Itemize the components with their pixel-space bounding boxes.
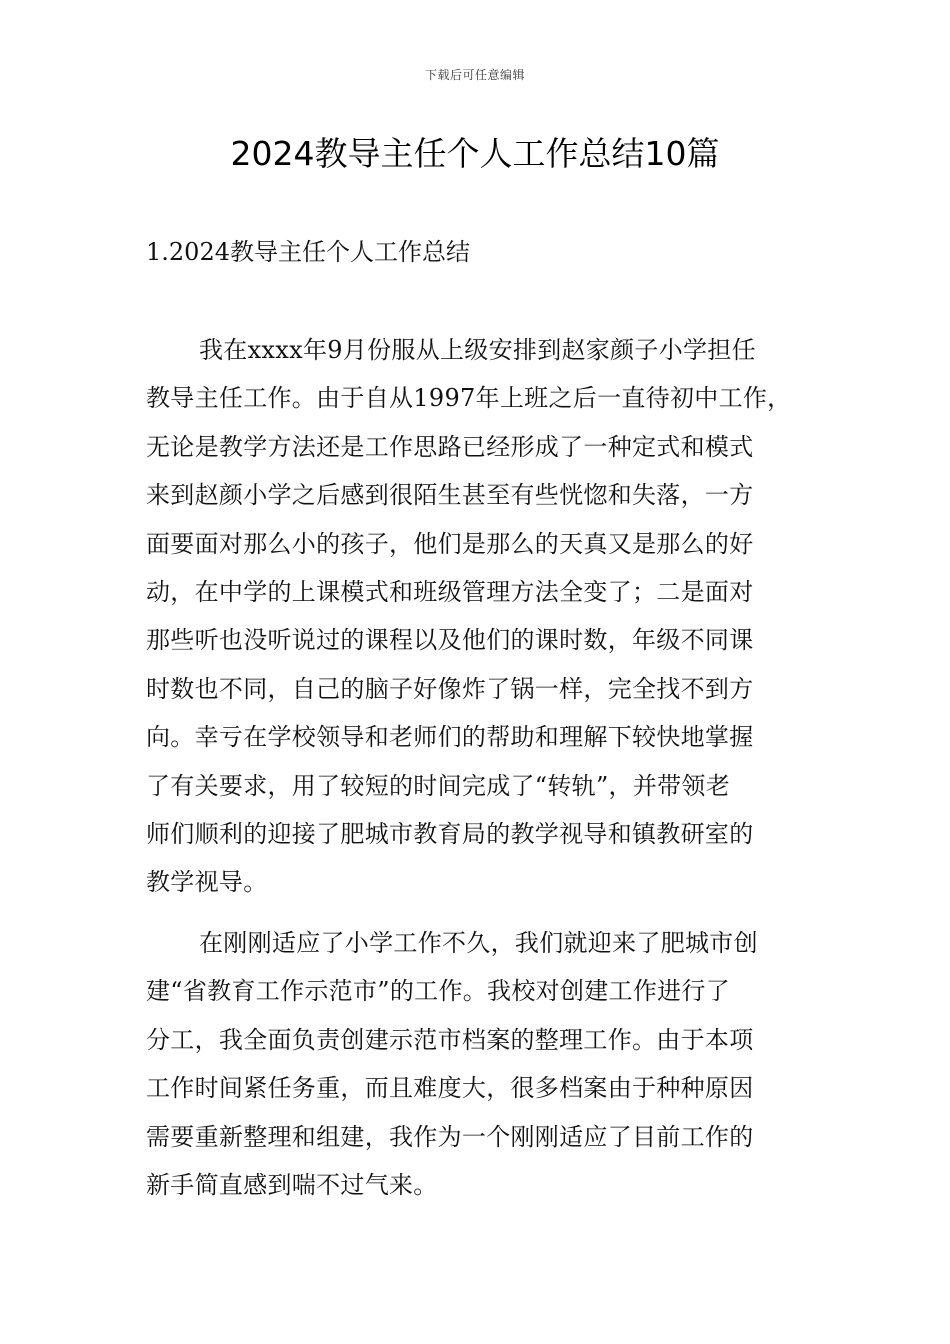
header-note: 下载后可任意编辑	[424, 68, 525, 82]
paragraph-line: 分工，我全面负责创建示范市档案的整理工作。由于本项	[146, 1025, 754, 1054]
paragraph-line: 动，在中学的上课模式和班级管理方法全变了；二是面对	[146, 578, 754, 607]
paragraph-line: 建“省教育工作示范市”的工作。我校对创建工作进行了	[146, 977, 731, 1006]
paragraph-line: 无论是教学方法还是工作思路已经形成了一种定式和模式	[146, 432, 754, 461]
paragraph-line: 在刚刚适应了小学工作不久，我们就迎来了肥城市创	[199, 929, 758, 957]
document-title: 2024教导主任个人工作总结10篇	[230, 134, 720, 173]
paragraph-line: 教导主任工作。由于自从1997年上班之后一直待初中工作，	[146, 384, 792, 413]
paragraph-2	[146, 919, 826, 1209]
paragraph-line: 工作时间紧任务重，而且难度大，很多档案由于种种原因	[146, 1074, 754, 1103]
paragraph-line: 向。幸亏在学校领导和老师们的帮助和理解下较快地掌握	[146, 723, 754, 752]
paragraph-line: 师们顺利的迎接了肥城市教育局的教学视导和镇教研室的	[146, 820, 754, 849]
paragraph-1	[146, 326, 826, 907]
paragraph-line: 了有关要求，用了较短的时间完成了“转轨”，并带领老	[146, 771, 731, 800]
paragraph-line: 我在xxxx年9月份服从上级安排到赵家颜子小学担任	[199, 336, 756, 364]
section-heading: 1.2024教导主任个人工作总结	[146, 238, 470, 266]
paragraph-line: 时数也不同，自己的脑子好像炸了锅一样，完全找不到方	[146, 674, 754, 703]
paragraph-line: 面要面对那么小的孩子，他们是那么的天真又是那么的好	[146, 529, 754, 558]
paragraph-line: 来到赵颜小学之后感到很陌生甚至有些恍惚和失落，一方	[146, 481, 754, 510]
paragraph-line: 新手简直感到喘不过气来。	[146, 1171, 438, 1200]
paragraph-line: 那些听也没听说过的课程以及他们的课时数，年级不同课	[146, 626, 754, 655]
paragraph-line: 需要重新整理和组建，我作为一个刚刚适应了目前工作的	[146, 1122, 754, 1151]
paragraph-line: 教学视导。	[146, 868, 268, 897]
